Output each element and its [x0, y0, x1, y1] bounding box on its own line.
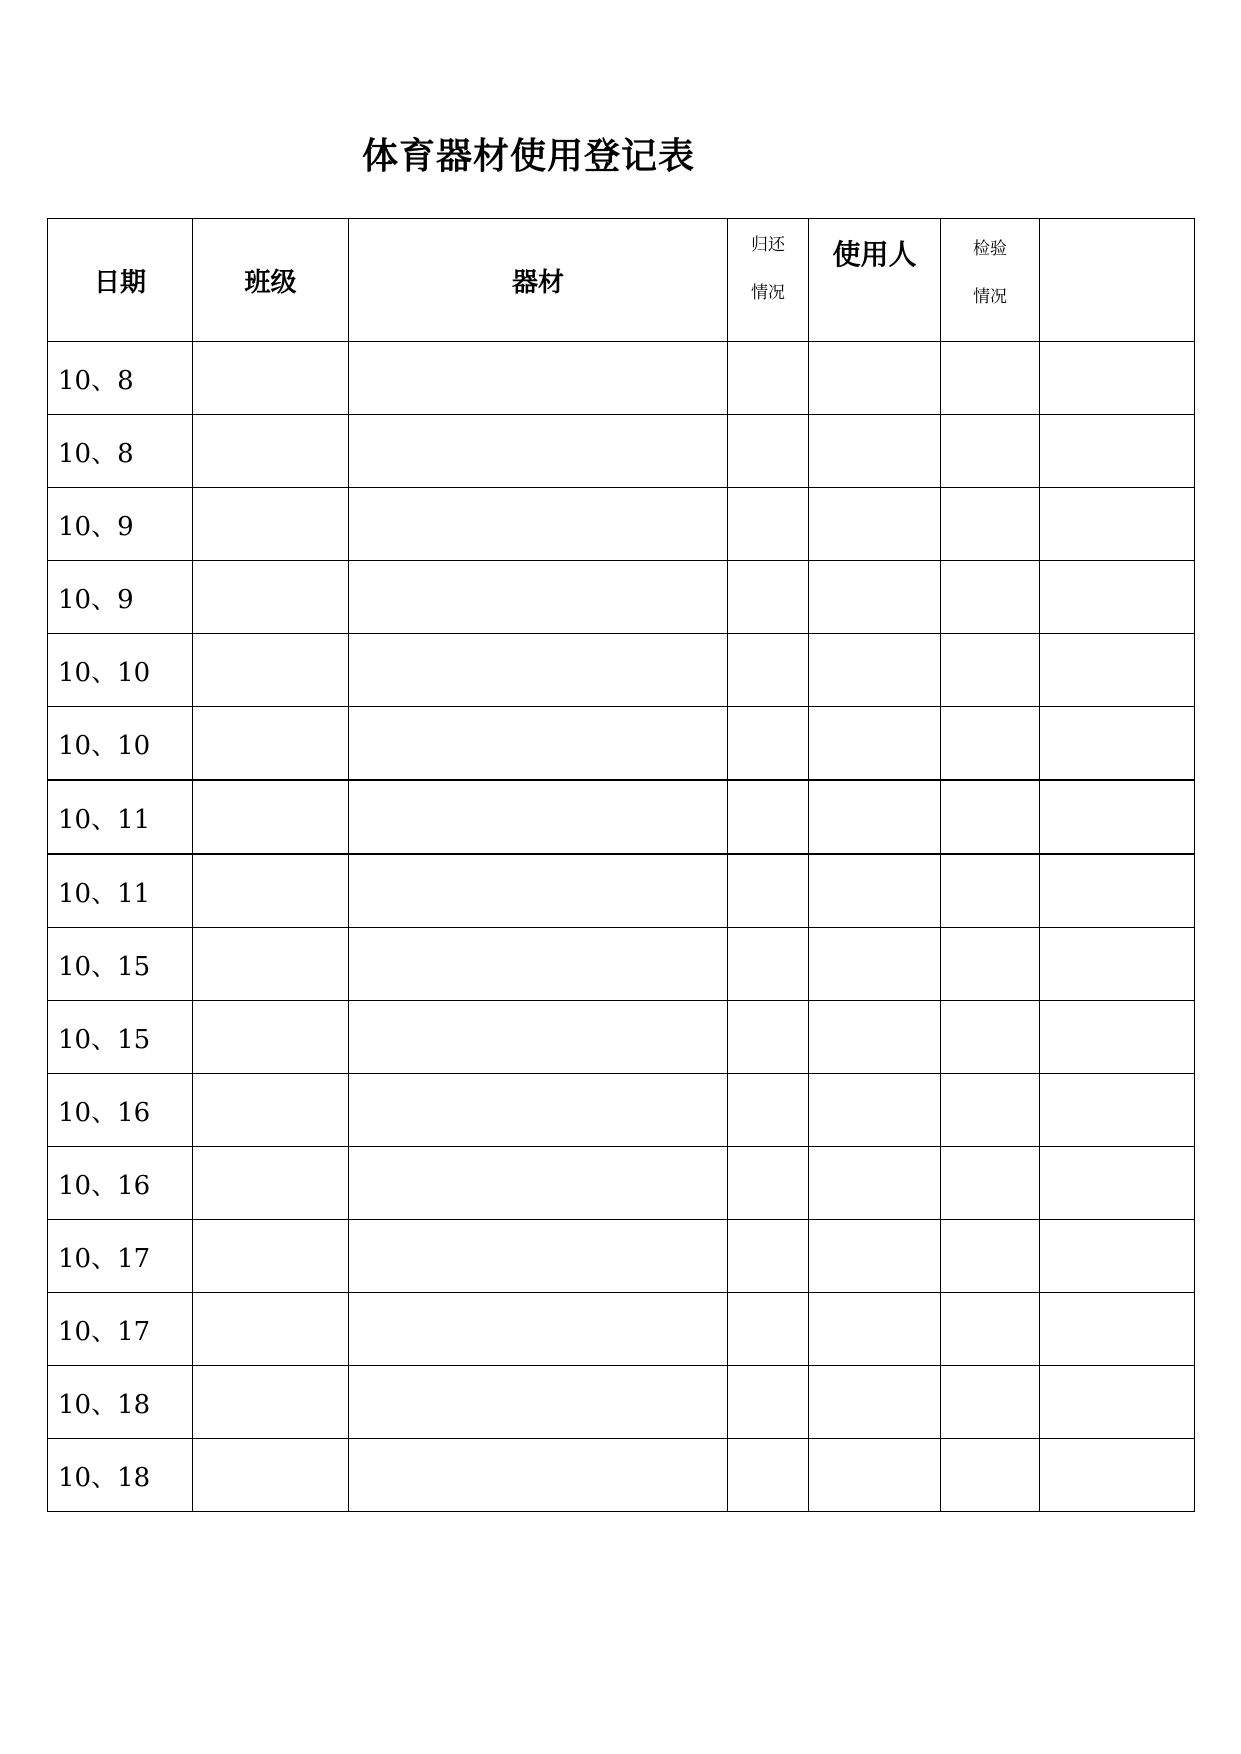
table-row [48, 1074, 1195, 1147]
header-inspect-line2: 情况 [973, 287, 1007, 307]
extra-cell[interactable] [1040, 1074, 1195, 1147]
return-status-cell[interactable] [728, 1147, 809, 1220]
date-cell[interactable]: 10、8 [48, 415, 193, 488]
inspection-status-cell[interactable] [941, 488, 1040, 561]
return-status-cell[interactable] [728, 488, 809, 561]
user-cell[interactable] [809, 1439, 941, 1512]
header-inspection-status [941, 219, 1040, 342]
class-cell[interactable] [193, 1220, 349, 1293]
table-row [48, 342, 1195, 415]
inspection-status-cell[interactable] [941, 1147, 1040, 1220]
user-cell[interactable] [809, 1074, 941, 1147]
date-cell[interactable]: 10、17 [48, 1293, 193, 1366]
table-row [48, 1366, 1195, 1439]
equipment-cell[interactable] [349, 415, 728, 488]
extra-cell[interactable] [1040, 1147, 1195, 1220]
class-cell[interactable] [193, 342, 349, 415]
inspection-status-cell[interactable] [941, 1220, 1040, 1293]
return-status-cell[interactable] [728, 928, 809, 1001]
equipment-cell[interactable] [349, 1074, 728, 1147]
date-cell[interactable]: 10、18 [48, 1439, 193, 1512]
inspection-status-cell[interactable] [941, 415, 1040, 488]
date-cell[interactable]: 10、10 [48, 707, 193, 781]
extra-cell[interactable] [1040, 488, 1195, 561]
inspection-status-cell[interactable] [941, 561, 1040, 634]
date-cell[interactable]: 10、18 [48, 1366, 193, 1439]
date-cell[interactable]: 10、15 [48, 1001, 193, 1074]
class-cell[interactable] [193, 1074, 349, 1147]
class-cell[interactable] [193, 1001, 349, 1074]
equipment-cell[interactable] [349, 1439, 728, 1512]
return-status-cell[interactable] [728, 780, 809, 854]
date-cell[interactable]: 10、17 [48, 1220, 193, 1293]
date-cell[interactable]: 10、8 [48, 342, 193, 415]
header-equipment: 器材 [349, 219, 728, 342]
user-cell[interactable] [809, 488, 941, 561]
return-status-cell[interactable] [728, 415, 809, 488]
inspection-status-cell[interactable] [941, 1293, 1040, 1366]
extra-cell[interactable] [1040, 634, 1195, 707]
extra-cell[interactable] [1040, 1293, 1195, 1366]
inspection-status-cell[interactable] [941, 634, 1040, 707]
date-cell[interactable]: 10、11 [48, 780, 193, 854]
inspection-status-cell[interactable] [941, 707, 1040, 781]
table-body [48, 342, 1195, 1512]
class-cell[interactable] [193, 1366, 349, 1439]
user-cell[interactable] [809, 342, 941, 415]
equipment-cell[interactable] [349, 707, 728, 781]
equipment-cell[interactable] [349, 488, 728, 561]
inspection-status-cell[interactable] [941, 342, 1040, 415]
return-status-cell[interactable] [728, 1074, 809, 1147]
table-row [48, 1220, 1195, 1293]
inspection-status-cell[interactable] [941, 854, 1040, 928]
return-status-cell[interactable] [728, 707, 809, 781]
date-cell[interactable]: 10、15 [48, 928, 193, 1001]
inspection-status-cell[interactable] [941, 1074, 1040, 1147]
return-status-cell[interactable] [728, 634, 809, 707]
header-extra [1040, 219, 1195, 342]
class-cell[interactable] [193, 780, 349, 854]
equipment-cell[interactable] [349, 854, 728, 928]
date-cell[interactable]: 10、9 [48, 488, 193, 561]
table-row [48, 415, 1195, 488]
equipment-cell[interactable] [349, 1001, 728, 1074]
return-status-cell[interactable] [728, 1001, 809, 1074]
user-cell[interactable] [809, 634, 941, 707]
header-class: 班级 [193, 219, 349, 342]
date-cell[interactable]: 10、10 [48, 634, 193, 707]
extra-cell[interactable] [1040, 415, 1195, 488]
equipment-cell[interactable] [349, 1366, 728, 1439]
extra-cell[interactable] [1040, 1366, 1195, 1439]
table-row [48, 1293, 1195, 1366]
inspection-status-cell[interactable] [941, 1439, 1040, 1512]
header-date: 日期 [48, 219, 193, 342]
date-cell[interactable]: 10、16 [48, 1074, 193, 1147]
return-status-cell[interactable] [728, 1220, 809, 1293]
table-row [48, 488, 1195, 561]
return-status-cell[interactable] [728, 1439, 809, 1512]
class-cell[interactable] [193, 854, 349, 928]
header-row [48, 219, 1195, 342]
user-cell[interactable] [809, 780, 941, 854]
class-cell[interactable] [193, 634, 349, 707]
table-row [48, 854, 1195, 928]
extra-cell[interactable] [1040, 854, 1195, 928]
equipment-cell[interactable] [349, 1293, 728, 1366]
equipment-cell[interactable] [349, 1220, 728, 1293]
extra-cell[interactable] [1040, 1220, 1195, 1293]
user-cell[interactable] [809, 928, 941, 1001]
header-return-line1: 归还 [751, 235, 785, 255]
table-row [48, 780, 1195, 854]
user-cell[interactable] [809, 1293, 941, 1366]
class-cell[interactable] [193, 488, 349, 561]
return-status-cell[interactable] [728, 1366, 809, 1439]
user-cell[interactable] [809, 1147, 941, 1220]
class-cell[interactable] [193, 561, 349, 634]
return-status-cell[interactable] [728, 854, 809, 928]
header-return-status [728, 219, 809, 342]
extra-cell[interactable] [1040, 342, 1195, 415]
class-cell[interactable] [193, 707, 349, 781]
equipment-register-table [47, 218, 1195, 1512]
equipment-cell[interactable] [349, 1147, 728, 1220]
user-cell[interactable] [809, 1366, 941, 1439]
inspection-status-cell[interactable] [941, 1366, 1040, 1439]
header-return-line2: 情况 [751, 283, 785, 303]
return-status-cell[interactable] [728, 1293, 809, 1366]
table-row [48, 1439, 1195, 1512]
equipment-cell[interactable] [349, 342, 728, 415]
date-cell[interactable]: 10、9 [48, 561, 193, 634]
table-row [48, 1001, 1195, 1074]
extra-cell[interactable] [1040, 780, 1195, 854]
inspection-status-cell[interactable] [941, 1001, 1040, 1074]
extra-cell[interactable] [1040, 1439, 1195, 1512]
user-cell[interactable] [809, 707, 941, 781]
class-cell[interactable] [193, 1293, 349, 1366]
extra-cell[interactable] [1040, 707, 1195, 781]
table-row [48, 707, 1195, 781]
header-inspect-line1: 检验 [973, 239, 1007, 259]
equipment-cell[interactable] [349, 634, 728, 707]
user-cell[interactable] [809, 561, 941, 634]
equipment-cell[interactable] [349, 928, 728, 1001]
table-row [48, 928, 1195, 1001]
user-cell[interactable] [809, 1220, 941, 1293]
user-cell[interactable] [809, 1001, 941, 1074]
class-cell[interactable] [193, 415, 349, 488]
extra-cell[interactable] [1040, 1001, 1195, 1074]
user-cell[interactable] [809, 854, 941, 928]
table-row [48, 561, 1195, 634]
extra-cell[interactable] [1040, 928, 1195, 1001]
equipment-cell[interactable] [349, 780, 728, 854]
header-user: 使用人 [809, 219, 941, 342]
user-cell[interactable] [809, 415, 941, 488]
date-cell[interactable]: 10、16 [48, 1147, 193, 1220]
inspection-status-cell[interactable] [941, 780, 1040, 854]
date-cell[interactable]: 10、11 [48, 854, 193, 928]
table-row [48, 634, 1195, 707]
table-row [48, 1147, 1195, 1220]
return-status-cell[interactable] [728, 561, 809, 634]
class-cell[interactable] [193, 928, 349, 1001]
extra-cell[interactable] [1040, 561, 1195, 634]
class-cell[interactable] [193, 1147, 349, 1220]
equipment-cell[interactable] [349, 561, 728, 634]
return-status-cell[interactable] [728, 342, 809, 415]
class-cell[interactable] [193, 1439, 349, 1512]
inspection-status-cell[interactable] [941, 928, 1040, 1001]
page-title: 体育器材使用登记表 [362, 136, 696, 177]
